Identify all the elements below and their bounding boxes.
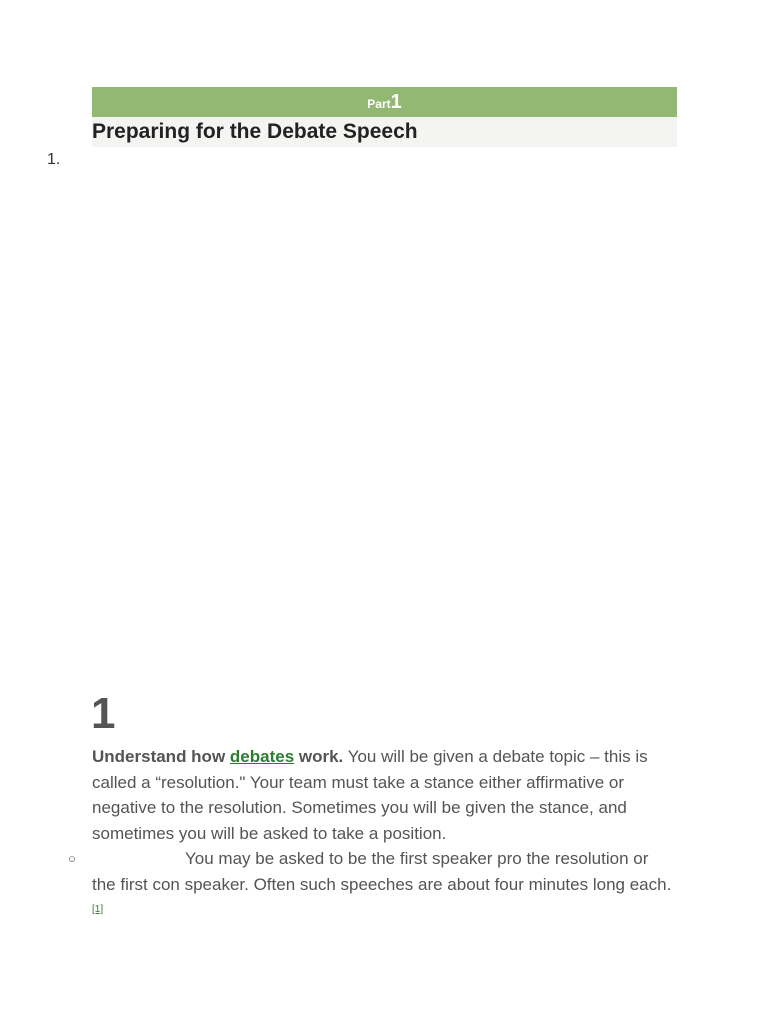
bullet-text	[92, 846, 672, 926]
step-bold-tail: work.	[294, 747, 344, 766]
debates-link[interactable]: debates	[229, 747, 295, 766]
bullet-circle-icon: ○	[68, 851, 76, 866]
section-title-bar	[92, 117, 677, 147]
step-body-text: You will be given a debate topic – this is called a “resolution." Your team must take a stance either affirmative or negative to the resolution. Sometimes you will be given the stance, and sometimes you will be asked to take a position.	[92, 747, 648, 843]
list-item-marker: 1.	[47, 151, 61, 168]
section-title: Preparing for the Debate Speech	[92, 120, 418, 143]
bullet-body: You may be asked to be the first speaker pro the resolution or the first con speaker. Often such speeches are about four minutes long each.	[92, 849, 672, 894]
step-bold-lead: Understand how	[92, 747, 230, 766]
part-number: 1	[390, 91, 402, 113]
part-label: Part	[367, 97, 391, 111]
step-number: 1	[91, 689, 116, 738]
reference-link[interactable]: [1]	[92, 904, 104, 915]
step-description	[92, 744, 672, 846]
part-header	[92, 87, 677, 117]
